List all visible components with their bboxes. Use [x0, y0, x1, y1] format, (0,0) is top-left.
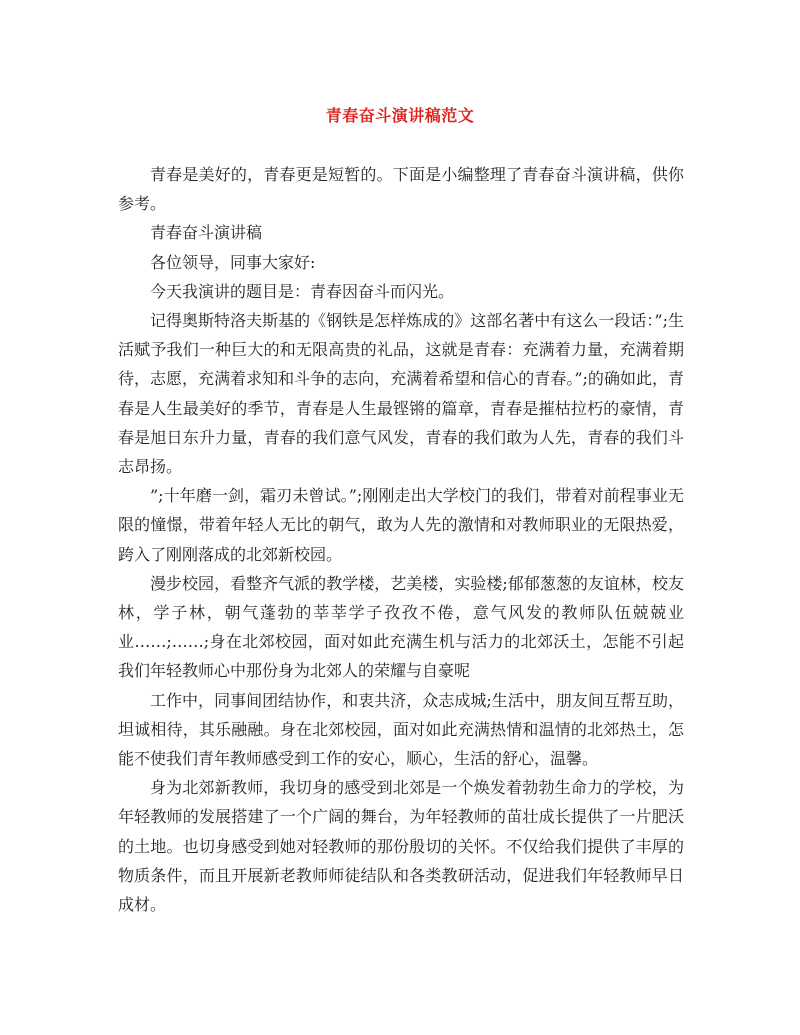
- paragraph-topic: 今天我演讲的题目是：青春因奋斗而闪光。: [150, 281, 455, 301]
- document-body: [118, 160, 684, 919]
- paragraph-greeting: 各位领导，同事大家好:: [150, 252, 316, 272]
- paragraph-quote: 记得奥斯特洛夫斯基的《钢铁是怎样炼成的》这部名著中有这么一段话：”;生活赋予我们一种巨大的和无限高贵的礼品，这就是青春：充满着力量，充满着期待，志愿，充满着求知和斗争的志向，充满着希望和信心的青春。”;的确如此，青春是人生最美好的季节，青春是人生最铿锵的篇章，青春是摧枯拉朽的豪情，青春是旭日东升力量，青春的我们意气风发，青春的我们敢为人先，青春的我们斗志昂扬。: [118, 311, 684, 477]
- paragraph-work: 工作中，同事间团结协作，和衷共济，众志成城;生活中，朋友间互帮互助，坦诚相待，其乐融融。身在北郊校园，面对如此充满热情和温情的北郊热土，怎能不使我们青年教师感受到工作的安心，顺心，生活的舒心，温馨。: [118, 690, 684, 769]
- paragraph-intro: 青春是美好的，青春更是短暂的。下面是小编整理了青春奋斗演讲稿，供你参考。: [118, 165, 684, 214]
- paragraph-campus: 漫步校园，看整齐气派的教学楼，艺美楼，实验楼;郁郁葱葱的友谊林，校友林，学子林，朝气蓬勃的莘莘学子孜孜不倦，意气风发的教师队伍兢兢业业……;……;身在北郊校园，面对如此充满生机与活力的北郊沃土，怎能不引起我们年轻教师心中那份身为北郊人的荣耀与自豪呢: [118, 573, 684, 681]
- paragraph-ten-years: ”;十年磨一剑，霜刃未曾试。”;刚刚走出大学校门的我们，带着对前程事业无限的憧憬，带着年轻人无比的朝气，敢为人先的激情和对教师职业的无限热爱，跨入了刚刚落成的北郊新校园。: [118, 486, 684, 564]
- paragraph-speech-heading: 青春奋斗演讲稿: [150, 223, 263, 243]
- document-title: 青春奋斗演讲稿范文: [325, 106, 475, 125]
- paragraph-new-teacher: 身为北郊新教师，我切身的感受到北郊是一个焕发着勃勃生命力的学校，为年轻教师的发展搭建了一个广阔的舞台，为年轻教师的苗壮成长提供了一片肥沃的土地。也切身感受到她对轻教师的那份殷切的关怀。不仅给我们提供了丰厚的物质条件，而且开展新老教师师徒结队和各类教研活动，促进我们年轻教师早日成材。: [118, 778, 684, 915]
